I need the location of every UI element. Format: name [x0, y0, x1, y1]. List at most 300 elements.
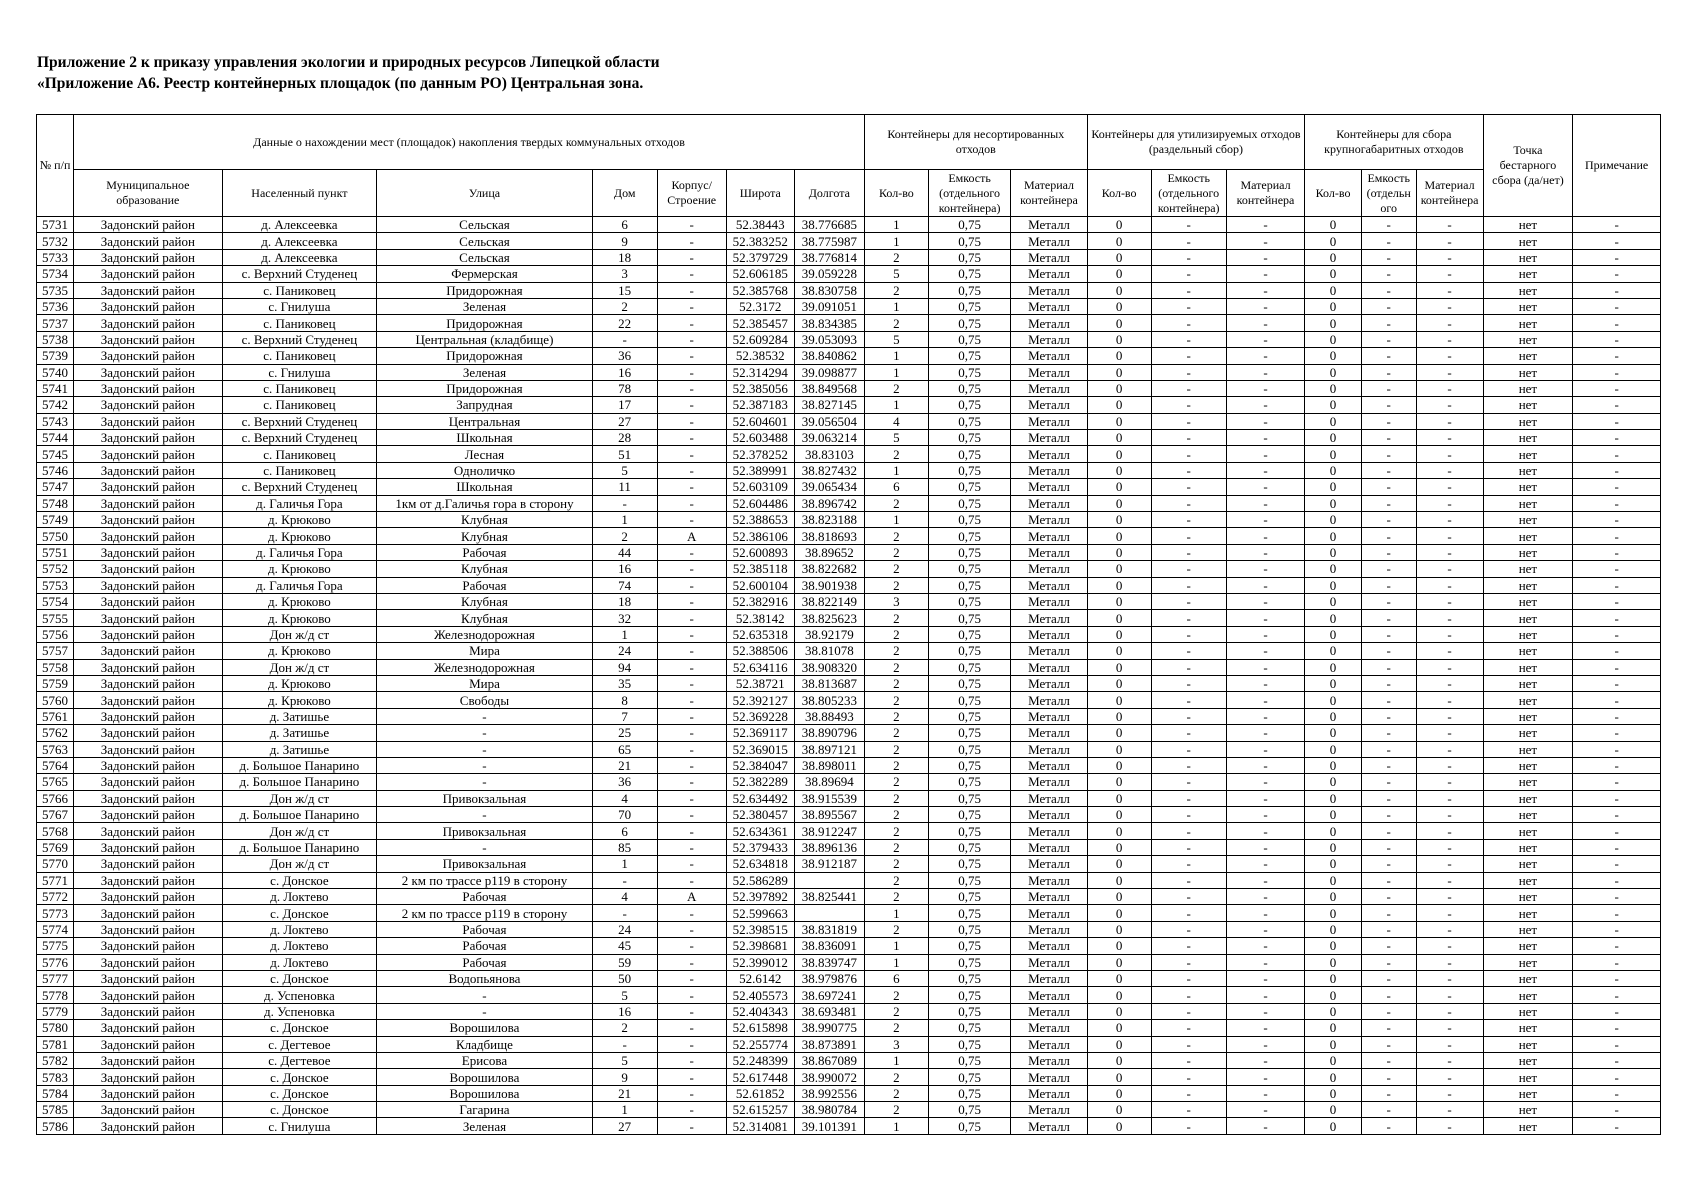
cell-bulky-count: 0: [1305, 233, 1362, 249]
cell-number: 5749: [37, 512, 74, 528]
cell-settlement: с. Паниковец: [222, 397, 377, 413]
cell-unsorted-capacity: 0,75: [928, 807, 1010, 823]
cell-bulky-count: 0: [1305, 593, 1362, 609]
cell-unsorted-capacity: 0,75: [928, 954, 1010, 970]
cell-unsorted-count: 2: [864, 544, 928, 560]
cell-bulky-material: -: [1416, 462, 1483, 478]
cell-recycle-count: 0: [1087, 741, 1151, 757]
cell-number: 5746: [37, 462, 74, 478]
cell-unsorted-material: Металл: [1011, 954, 1087, 970]
cell-number: 5768: [37, 823, 74, 839]
cell-recycle-capacity: -: [1151, 315, 1226, 331]
cell-municipality: Задонский район: [74, 1020, 222, 1036]
cell-bulky-material: -: [1416, 938, 1483, 954]
cell-unsorted-count: 2: [864, 1102, 928, 1118]
cell-recycle-material: -: [1226, 1069, 1304, 1085]
cell-house: 35: [592, 675, 657, 691]
cell-unsorted-material: Металл: [1011, 1003, 1087, 1019]
cell-bulky-material: -: [1416, 856, 1483, 872]
cell-recycle-capacity: -: [1151, 544, 1226, 560]
cell-longitude: 38.776814: [794, 249, 864, 265]
cell-unsorted-material: Металл: [1011, 741, 1087, 757]
cell-bagless: нет: [1483, 1052, 1573, 1068]
cell-bagless: нет: [1483, 790, 1573, 806]
cell-note: -: [1573, 266, 1661, 282]
col-settlement: Населенный пункт: [222, 170, 377, 217]
table-row: [37, 282, 1661, 298]
cell-bulky-capacity: -: [1361, 938, 1416, 954]
cell-bulky-material: -: [1416, 643, 1483, 659]
cell-bulky-count: 0: [1305, 1036, 1362, 1052]
cell-settlement: с. Гнилуша: [222, 298, 377, 314]
cell-longitude: 38.836091: [794, 938, 864, 954]
cell-recycle-material: -: [1226, 217, 1304, 233]
cell-bulky-material: -: [1416, 528, 1483, 544]
cell-bagless: нет: [1483, 626, 1573, 642]
table-row: [37, 446, 1661, 462]
table-row: [37, 1069, 1661, 1085]
cell-unsorted-material: Металл: [1011, 774, 1087, 790]
cell-settlement: д. Крюково: [222, 512, 377, 528]
cell-note: -: [1573, 675, 1661, 691]
table-row: [37, 856, 1661, 872]
cell-note: -: [1573, 380, 1661, 396]
cell-bulky-count: 0: [1305, 725, 1362, 741]
cell-house: -: [592, 872, 657, 888]
cell-bulky-material: -: [1416, 298, 1483, 314]
cell-unsorted-material: Металл: [1011, 889, 1087, 905]
cell-unsorted-capacity: 0,75: [928, 725, 1010, 741]
cell-building: -: [657, 1036, 726, 1052]
cell-recycle-capacity: -: [1151, 757, 1226, 773]
cell-bulky-material: -: [1416, 544, 1483, 560]
cell-number: 5786: [37, 1118, 74, 1134]
cell-recycle-count: 0: [1087, 1020, 1151, 1036]
cell-municipality: Задонский район: [74, 446, 222, 462]
cell-latitude: 52.314081: [726, 1118, 794, 1134]
table-row: [37, 1052, 1661, 1068]
cell-unsorted-capacity: 0,75: [928, 987, 1010, 1003]
col-note: Примечание: [1573, 115, 1661, 217]
cell-longitude: 39.065434: [794, 479, 864, 495]
cell-bulky-capacity: -: [1361, 397, 1416, 413]
cell-settlement: с. Дегтевое: [222, 1052, 377, 1068]
cell-bulky-capacity: -: [1361, 446, 1416, 462]
cell-latitude: 52.404343: [726, 1003, 794, 1019]
cell-unsorted-material: Металл: [1011, 1085, 1087, 1101]
cell-bulky-material: -: [1416, 610, 1483, 626]
cell-latitude: 52.634361: [726, 823, 794, 839]
cell-street: Рабочая: [377, 577, 592, 593]
cell-building: -: [657, 1118, 726, 1134]
cell-unsorted-capacity: 0,75: [928, 889, 1010, 905]
cell-recycle-material: -: [1226, 708, 1304, 724]
cell-bulky-material: -: [1416, 495, 1483, 511]
cell-building: -: [657, 839, 726, 855]
cell-municipality: Задонский район: [74, 643, 222, 659]
cell-note: -: [1573, 725, 1661, 741]
cell-street: Ворошилова: [377, 1020, 592, 1036]
cell-number: 5748: [37, 495, 74, 511]
table-row: [37, 397, 1661, 413]
cell-street: 2 км по трассе р119 в сторону: [377, 905, 592, 921]
cell-bagless: нет: [1483, 266, 1573, 282]
cell-bulky-capacity: -: [1361, 462, 1416, 478]
cell-recycle-count: 0: [1087, 807, 1151, 823]
cell-municipality: Задонский район: [74, 823, 222, 839]
cell-latitude: 52.617448: [726, 1069, 794, 1085]
cell-number: 5734: [37, 266, 74, 282]
cell-settlement: д. Крюково: [222, 643, 377, 659]
table-row: [37, 970, 1661, 986]
col-recycle-count: Кол-во: [1087, 170, 1151, 217]
cell-street: Лесная: [377, 446, 592, 462]
cell-bulky-capacity: -: [1361, 1118, 1416, 1134]
cell-municipality: Задонский район: [74, 610, 222, 626]
table-row: [37, 921, 1661, 937]
cell-number: 5776: [37, 954, 74, 970]
cell-settlement: с. Донское: [222, 1069, 377, 1085]
cell-recycle-material: -: [1226, 938, 1304, 954]
cell-building: -: [657, 741, 726, 757]
cell-unsorted-material: Металл: [1011, 970, 1087, 986]
cell-bulky-material: -: [1416, 1069, 1483, 1085]
table-row: [37, 593, 1661, 609]
cell-bulky-capacity: -: [1361, 659, 1416, 675]
cell-bulky-count: 0: [1305, 1020, 1362, 1036]
cell-house: 2: [592, 298, 657, 314]
cell-recycle-capacity: -: [1151, 790, 1226, 806]
cell-unsorted-material: Металл: [1011, 479, 1087, 495]
cell-recycle-material: -: [1226, 1036, 1304, 1052]
cell-bagless: нет: [1483, 446, 1573, 462]
cell-recycle-capacity: -: [1151, 675, 1226, 691]
cell-building: -: [657, 561, 726, 577]
cell-building: -: [657, 348, 726, 364]
cell-recycle-capacity: -: [1151, 528, 1226, 544]
cell-latitude: 52.385056: [726, 380, 794, 396]
cell-unsorted-capacity: 0,75: [928, 626, 1010, 642]
table-row: [37, 790, 1661, 806]
cell-recycle-material: -: [1226, 790, 1304, 806]
col-recycle-capacity: Емкость (отдельного контейнера): [1151, 170, 1226, 217]
cell-number: 5740: [37, 364, 74, 380]
table-row: [37, 249, 1661, 265]
cell-building: -: [657, 970, 726, 986]
table-row: [37, 413, 1661, 429]
cell-house: 5: [592, 987, 657, 1003]
cell-bulky-capacity: -: [1361, 823, 1416, 839]
cell-house: 9: [592, 1069, 657, 1085]
cell-municipality: Задонский район: [74, 282, 222, 298]
cell-unsorted-material: Металл: [1011, 675, 1087, 691]
cell-recycle-capacity: -: [1151, 495, 1226, 511]
cell-latitude: 52.385768: [726, 282, 794, 298]
cell-municipality: Задонский район: [74, 364, 222, 380]
cell-bulky-count: 0: [1305, 528, 1362, 544]
cell-street: Придорожная: [377, 348, 592, 364]
cell-longitude: 38.693481: [794, 1003, 864, 1019]
table-row: [37, 905, 1661, 921]
cell-municipality: Задонский район: [74, 970, 222, 986]
cell-longitude: 38.822149: [794, 593, 864, 609]
cell-recycle-material: -: [1226, 249, 1304, 265]
cell-unsorted-material: Металл: [1011, 1102, 1087, 1118]
cell-bulky-material: -: [1416, 1102, 1483, 1118]
table-row: [37, 364, 1661, 380]
cell-note: -: [1573, 659, 1661, 675]
cell-note: -: [1573, 298, 1661, 314]
cell-bagless: нет: [1483, 315, 1573, 331]
cell-unsorted-capacity: 0,75: [928, 659, 1010, 675]
cell-number: 5736: [37, 298, 74, 314]
cell-municipality: Задонский район: [74, 512, 222, 528]
cell-bagless: нет: [1483, 348, 1573, 364]
cell-unsorted-capacity: 0,75: [928, 921, 1010, 937]
table-row: [37, 528, 1661, 544]
cell-building: -: [657, 380, 726, 396]
cell-recycle-count: 0: [1087, 1036, 1151, 1052]
cell-building: -: [657, 315, 726, 331]
cell-street: Рабочая: [377, 889, 592, 905]
cell-municipality: Задонский район: [74, 774, 222, 790]
cell-street: -: [377, 708, 592, 724]
cell-bulky-count: 0: [1305, 757, 1362, 773]
cell-building: -: [657, 364, 726, 380]
cell-bulky-capacity: -: [1361, 1069, 1416, 1085]
cell-unsorted-capacity: 0,75: [928, 331, 1010, 347]
cell-longitude: 38.895567: [794, 807, 864, 823]
cell-note: -: [1573, 512, 1661, 528]
cell-settlement: с. Паниковец: [222, 315, 377, 331]
cell-recycle-material: -: [1226, 462, 1304, 478]
cell-unsorted-capacity: 0,75: [928, 1020, 1010, 1036]
cell-recycle-material: -: [1226, 512, 1304, 528]
cell-municipality: Задонский район: [74, 577, 222, 593]
cell-recycle-capacity: -: [1151, 1003, 1226, 1019]
cell-bagless: нет: [1483, 839, 1573, 855]
cell-unsorted-count: 6: [864, 479, 928, 495]
cell-bagless: нет: [1483, 561, 1573, 577]
table-row: [37, 1118, 1661, 1134]
cell-street: Зеленая: [377, 364, 592, 380]
cell-bulky-count: 0: [1305, 364, 1362, 380]
cell-settlement: с. Донское: [222, 1020, 377, 1036]
cell-settlement: с. Гнилуша: [222, 364, 377, 380]
cell-bulky-count: 0: [1305, 675, 1362, 691]
cell-bagless: нет: [1483, 577, 1573, 593]
cell-settlement: д. Локтево: [222, 921, 377, 937]
cell-number: 5760: [37, 692, 74, 708]
cell-street: Одноличко: [377, 462, 592, 478]
cell-note: -: [1573, 1085, 1661, 1101]
cell-bulky-count: 0: [1305, 856, 1362, 872]
cell-settlement: д. Локтево: [222, 954, 377, 970]
cell-bagless: нет: [1483, 970, 1573, 986]
cell-unsorted-material: Металл: [1011, 446, 1087, 462]
cell-recycle-material: -: [1226, 905, 1304, 921]
table-row: [37, 217, 1661, 233]
cell-bulky-count: 0: [1305, 298, 1362, 314]
cell-recycle-capacity: -: [1151, 1020, 1226, 1036]
cell-municipality: Задонский район: [74, 921, 222, 937]
cell-street: Клубная: [377, 561, 592, 577]
cell-bulky-count: 0: [1305, 544, 1362, 560]
cell-bulky-material: -: [1416, 1020, 1483, 1036]
cell-house: 2: [592, 528, 657, 544]
cell-longitude: 38.805233: [794, 692, 864, 708]
cell-street: -: [377, 987, 592, 1003]
cell-latitude: 52.604601: [726, 413, 794, 429]
cell-longitude: 38.915539: [794, 790, 864, 806]
cell-recycle-material: -: [1226, 725, 1304, 741]
cell-street: -: [377, 725, 592, 741]
cell-bulky-capacity: -: [1361, 249, 1416, 265]
cell-bulky-capacity: -: [1361, 348, 1416, 364]
cell-unsorted-material: Металл: [1011, 512, 1087, 528]
cell-recycle-count: 0: [1087, 495, 1151, 511]
cell-unsorted-capacity: 0,75: [928, 544, 1010, 560]
cell-house: 5: [592, 462, 657, 478]
cell-bulky-count: 0: [1305, 708, 1362, 724]
cell-latitude: 52.38443: [726, 217, 794, 233]
cell-recycle-capacity: -: [1151, 249, 1226, 265]
cell-municipality: Задонский район: [74, 856, 222, 872]
cell-bulky-capacity: -: [1361, 954, 1416, 970]
cell-bulky-count: 0: [1305, 217, 1362, 233]
cell-unsorted-capacity: 0,75: [928, 364, 1010, 380]
cell-building: -: [657, 872, 726, 888]
cell-recycle-capacity: -: [1151, 282, 1226, 298]
cell-recycle-count: 0: [1087, 987, 1151, 1003]
cell-longitude: 39.063214: [794, 430, 864, 446]
cell-longitude: 38.849568: [794, 380, 864, 396]
cell-street: Рабочая: [377, 921, 592, 937]
cell-bulky-material: -: [1416, 921, 1483, 937]
cell-bagless: нет: [1483, 380, 1573, 396]
cell-street: Железнодорожная: [377, 659, 592, 675]
cell-latitude: 52.248399: [726, 1052, 794, 1068]
cell-latitude: 52.386106: [726, 528, 794, 544]
cell-house: -: [592, 331, 657, 347]
cell-longitude: 38.822682: [794, 561, 864, 577]
cell-recycle-material: -: [1226, 266, 1304, 282]
cell-building: -: [657, 626, 726, 642]
cell-bulky-count: 0: [1305, 872, 1362, 888]
cell-note: -: [1573, 757, 1661, 773]
cell-recycle-material: -: [1226, 1102, 1304, 1118]
cell-number: 5775: [37, 938, 74, 954]
cell-note: -: [1573, 938, 1661, 954]
cell-recycle-material: -: [1226, 872, 1304, 888]
cell-bulky-capacity: -: [1361, 561, 1416, 577]
cell-note: -: [1573, 1118, 1661, 1134]
cell-longitude: 38.697241: [794, 987, 864, 1003]
cell-unsorted-count: 2: [864, 872, 928, 888]
cell-latitude: 52.384047: [726, 757, 794, 773]
cell-bulky-count: 0: [1305, 987, 1362, 1003]
cell-unsorted-capacity: 0,75: [928, 430, 1010, 446]
cell-bulky-material: -: [1416, 233, 1483, 249]
cell-unsorted-material: Металл: [1011, 561, 1087, 577]
cell-note: -: [1573, 774, 1661, 790]
cell-bulky-count: 0: [1305, 430, 1362, 446]
cell-bulky-count: 0: [1305, 954, 1362, 970]
cell-building: -: [657, 807, 726, 823]
cell-bagless: нет: [1483, 462, 1573, 478]
cell-number: 5774: [37, 921, 74, 937]
cell-longitude: 38.901938: [794, 577, 864, 593]
cell-bulky-capacity: -: [1361, 889, 1416, 905]
cell-settlement: с. Верхний Студенец: [222, 266, 377, 282]
col-latitude: Широта: [726, 170, 794, 217]
cell-bagless: нет: [1483, 544, 1573, 560]
cell-longitude: [794, 872, 864, 888]
cell-number: 5772: [37, 889, 74, 905]
cell-building: -: [657, 1069, 726, 1085]
cell-unsorted-material: Металл: [1011, 364, 1087, 380]
cell-recycle-material: -: [1226, 921, 1304, 937]
cell-recycle-material: -: [1226, 413, 1304, 429]
table-row: [37, 380, 1661, 396]
cell-bulky-material: -: [1416, 266, 1483, 282]
cell-municipality: Задонский район: [74, 348, 222, 364]
cell-street: Гагарина: [377, 1102, 592, 1118]
cell-latitude: 52.604486: [726, 495, 794, 511]
cell-unsorted-capacity: 0,75: [928, 938, 1010, 954]
cell-latitude: 52.369228: [726, 708, 794, 724]
cell-recycle-count: 0: [1087, 643, 1151, 659]
cell-bulky-capacity: -: [1361, 872, 1416, 888]
cell-settlement: с. Гнилуша: [222, 1118, 377, 1134]
cell-house: 18: [592, 249, 657, 265]
cell-longitude: 38.990072: [794, 1069, 864, 1085]
cell-bulky-capacity: -: [1361, 282, 1416, 298]
cell-bagless: нет: [1483, 987, 1573, 1003]
cell-settlement: д. Галичья Гора: [222, 544, 377, 560]
cell-bagless: нет: [1483, 1020, 1573, 1036]
cell-bagless: нет: [1483, 364, 1573, 380]
cell-municipality: Задонский район: [74, 331, 222, 347]
cell-recycle-count: 0: [1087, 823, 1151, 839]
cell-settlement: с. Паниковец: [222, 282, 377, 298]
cell-number: 5769: [37, 839, 74, 855]
cell-house: 28: [592, 430, 657, 446]
cell-street: Клубная: [377, 593, 592, 609]
cell-note: -: [1573, 872, 1661, 888]
cell-recycle-capacity: -: [1151, 741, 1226, 757]
cell-bagless: нет: [1483, 1003, 1573, 1019]
cell-bulky-capacity: -: [1361, 774, 1416, 790]
cell-recycle-capacity: -: [1151, 593, 1226, 609]
table-row: [37, 725, 1661, 741]
cell-unsorted-material: Металл: [1011, 823, 1087, 839]
cell-unsorted-material: Металл: [1011, 266, 1087, 282]
cell-unsorted-count: 1: [864, 905, 928, 921]
cell-bulky-material: -: [1416, 397, 1483, 413]
cell-municipality: Задонский район: [74, 889, 222, 905]
document-title: [37, 52, 660, 94]
cell-recycle-count: 0: [1087, 577, 1151, 593]
cell-recycle-capacity: -: [1151, 462, 1226, 478]
cell-building: -: [657, 1085, 726, 1101]
cell-unsorted-material: Металл: [1011, 610, 1087, 626]
cell-settlement: с. Донское: [222, 1102, 377, 1118]
cell-recycle-capacity: -: [1151, 217, 1226, 233]
cell-bulky-count: 0: [1305, 331, 1362, 347]
cell-recycle-capacity: -: [1151, 970, 1226, 986]
cell-recycle-capacity: -: [1151, 479, 1226, 495]
